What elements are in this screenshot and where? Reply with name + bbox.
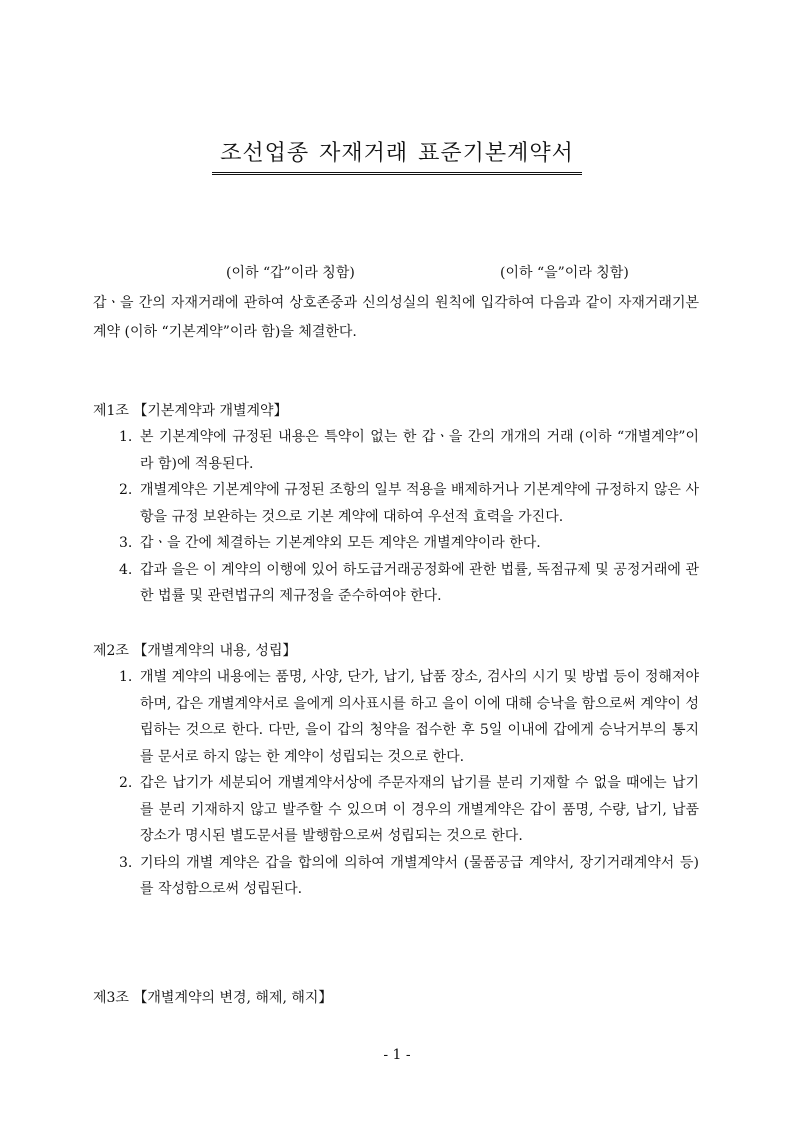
title-part-1: 조선업종 xyxy=(220,141,310,166)
preamble-paragraph: 갑ㆍ을 간의 자재거래에 관하여 상호존중과 신의성실의 원칙에 입각하여 다음과 같이 자재거래기본계약 (이하 “기본계약”이라 함)을 체결한다. xyxy=(93,295,699,340)
article-1-clause-1 xyxy=(119,424,699,477)
page-number: - 1 - xyxy=(383,1047,411,1063)
clause-text: 기타의 개별 계약은 갑을 합의에 의하여 개별계약서 (물품공급 계약서, 장기거래계약서 등)를 작성함으로써 성립된다. xyxy=(140,854,699,897)
clause-number: 1. xyxy=(119,669,133,685)
clause-number: 2. xyxy=(119,775,133,791)
article-1-clauses xyxy=(119,424,699,610)
title-part-2: 자재거래 xyxy=(319,141,409,166)
article-1-heading: 제1조 【기본계약과 개별계약】 xyxy=(93,403,288,419)
article-1-clause-3 xyxy=(119,530,699,557)
article-3-heading: 제3조 【개별계약의 변경, 해제, 해지】 xyxy=(93,990,333,1006)
article-2-clause-3 xyxy=(119,850,699,903)
title-part-3: 표준기본계약서 xyxy=(418,141,574,166)
party-b-alias: (이하 “을”이라 칭함) xyxy=(500,265,629,281)
clause-number: 3. xyxy=(119,854,133,871)
article-2-clause-1 xyxy=(119,664,699,770)
clause-text: 개별계약은 기본계약에 규정된 조항의 일부 적용을 배제하거나 기본계약에 규정하지 않은 사항을 규정 보완하는 것으로 기본 계약에 대하여 우선적 효력을 가진다. xyxy=(140,482,699,525)
article-2-heading: 제2조 【개별계약의 내용, 성립】 xyxy=(93,643,297,659)
clause-number: 4. xyxy=(119,561,133,578)
clause-text: 개별 계약의 내용에는 품명, 사양, 단가, 납기, 납품 장소, 검사의 시기 및 방법 등이 정해져야 하며, 갑은 개별계약서로 을에게 의사표시를 하고 을이 이에 대해 승낙을 함으로써 계약이 성립하는 것으로 한다. 다만, 을이 갑의 청약을 접수한 후 5일 이내에 갑에게 승낙거부의 통지를 문서로 하지 않는 한 계약이 성립되는 것으로 한다. xyxy=(140,669,699,765)
document-title xyxy=(212,136,582,175)
article-1-clause-4 xyxy=(119,557,699,610)
clause-number: 1. xyxy=(119,429,133,445)
title-container xyxy=(0,136,794,175)
clause-number: 2. xyxy=(119,482,133,498)
clause-text: 본 기본계약에 규정된 내용은 특약이 없는 한 갑ㆍ을 간의 개개의 거래 (이하 “개별계약”이라 함)에 적용된다. xyxy=(140,429,699,472)
party-a-alias: (이하 “갑”이라 칭함) xyxy=(226,265,355,281)
clause-text: 갑은 납기가 세분되어 개별계약서상에 주문자재의 납기를 분리 기재할 수 없을 때에는 납기를 분리 기재하지 않고 발주할 수 있으며 이 경우의 개별계약은 갑이 품명, 수량, 납기, 납품장소가 명시된 별도문서를 발행함으로써 성립되는 것으로 한다. xyxy=(140,775,699,844)
clause-text: 갑과 을은 이 계약의 이행에 있어 하도급거래공정화에 관한 법률, 독점규제 및 공정거래에 관한 법률 및 관련법규의 제규정을 준수하여야 한다. xyxy=(140,561,699,604)
article-1-clause-2 xyxy=(119,477,699,530)
clause-number: 3. xyxy=(119,535,133,551)
article-2-clauses xyxy=(119,664,699,903)
clause-text: 갑ㆍ을 간에 체결하는 기본계약외 모든 계약은 개별계약이라 한다. xyxy=(140,535,541,551)
article-2-clause-2 xyxy=(119,770,699,850)
